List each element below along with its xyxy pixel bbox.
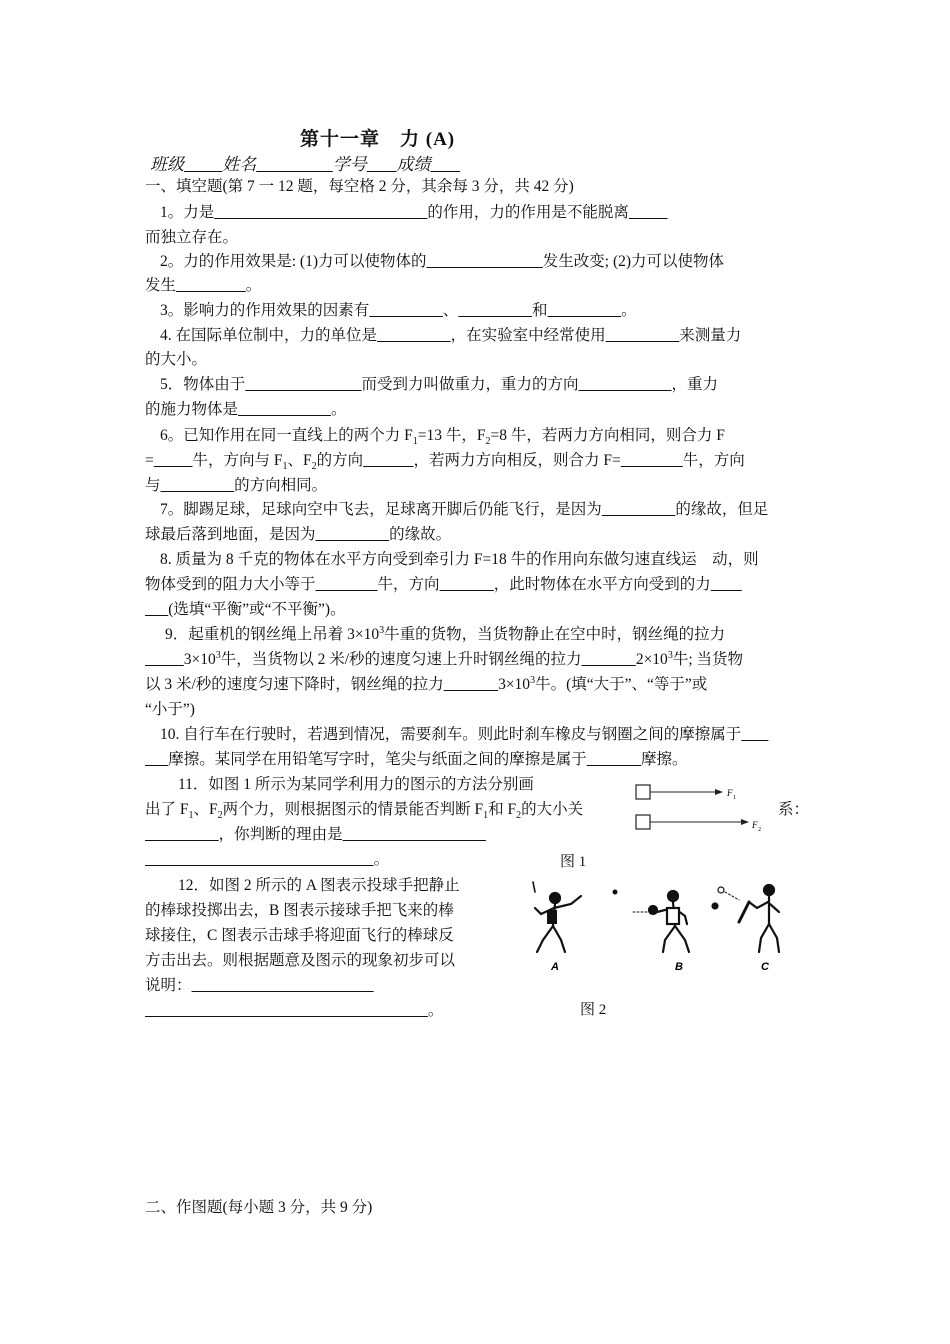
q8-blank3-cont[interactable] <box>145 601 168 618</box>
q7-line2 <box>145 525 451 545</box>
page-title: 第十一章 力 (A) <box>300 129 456 150</box>
q5-text-d: 的施力物体是 <box>145 401 239 418</box>
q5-text-c: ，重力 <box>671 376 719 393</box>
score-label: 成绩 <box>396 155 431 174</box>
q9-text-b: 牛重的货物，当货物静止在空中时，钢丝绳的拉力 <box>384 626 726 643</box>
q6-blank4[interactable] <box>161 477 235 494</box>
q1-line1 <box>160 203 668 223</box>
q10-blank1[interactable] <box>741 726 768 743</box>
q12-line4: 方击出去。则根据题意及图示的现象初步可以 <box>145 952 456 969</box>
q5-text-a: 5．物体由于 <box>160 376 246 393</box>
q3-blank3[interactable] <box>548 302 622 319</box>
q6-text-g: 的方向 <box>316 452 364 469</box>
q4-line2: 的大小。 <box>145 351 208 368</box>
q1-text-a: 1。力是 <box>160 204 215 221</box>
q4-line1 <box>160 326 741 346</box>
q10-line1 <box>160 725 768 745</box>
q11-text-i: 。 <box>373 851 390 868</box>
figure-1-caption: 图 1 <box>560 854 587 870</box>
q9-line2 <box>145 650 743 670</box>
q9-line3 <box>145 675 707 695</box>
q7-text-c: 球最后落到地面，是因为 <box>145 526 316 543</box>
q11-sub1: 1 <box>188 810 194 822</box>
q8-line2 <box>145 575 742 595</box>
q5-text-b: 而受到力叫做重力，重力的方向 <box>361 376 579 393</box>
q5-text-e: 。 <box>331 401 347 418</box>
figure2-pitcher <box>533 882 581 952</box>
q1-line2: 而独立存在。 <box>145 229 239 246</box>
q11-text-b: 出了 F <box>145 801 189 818</box>
section2-heading: 二、作图题(每小题 3 分，共 9 分) <box>145 1199 373 1216</box>
q9-text-e: 2×10 <box>635 651 668 668</box>
q8-line1: 8. 质量为 8 千克的物体在水平方向受到牵引力 F=18 牛的作用向东做匀速直线运 动，则 <box>160 551 759 568</box>
figure1-block-2 <box>636 815 761 833</box>
q5-line2 <box>145 400 347 420</box>
q6-blank3[interactable] <box>621 452 683 469</box>
q9-line4: “小于”) <box>145 701 195 718</box>
q3-text-c: 和 <box>532 302 548 319</box>
figure2-label-c: C <box>761 961 769 973</box>
q12-line6 <box>145 1001 443 1021</box>
q8-text-d: ，此时物体在水平方向受到的力 <box>493 576 711 593</box>
q7-blank2[interactable] <box>316 526 390 543</box>
q9-text-d: 牛，当货物以 2 米/秒的速度匀速上升时钢丝绳的拉力 <box>220 651 582 668</box>
q6-text-i: 牛，方向 <box>682 452 745 469</box>
q6-sub1: 1 <box>412 436 418 448</box>
q8-text-c: 牛，方向 <box>377 576 440 593</box>
q6-text-e: 牛，方向与 F <box>192 452 283 469</box>
q9-exp3: 3 <box>667 649 673 661</box>
q6-sub2: 2 <box>485 436 491 448</box>
q7-text-a: 7。脚踢足球，足球向空中飞去，足球离开脚后仍能飞行，是因为 <box>160 501 602 518</box>
figure-2 <box>525 878 795 978</box>
q8-text-b: 物体受到的阻力大小等于 <box>145 576 316 593</box>
q3-line1 <box>160 301 637 321</box>
q9-exp2: 3 <box>215 649 221 661</box>
q12-line3: 球接住，C 图表示击球手将迎面飞行的棒球反 <box>145 927 454 944</box>
q9-text-c: 3×10 <box>183 651 216 668</box>
q11-text-f: 的大小关 <box>521 801 584 818</box>
q1-blank1[interactable] <box>214 204 427 221</box>
q11-text-g: 系： <box>778 801 810 818</box>
q9-text-g: 以 3 米/秒的速度匀速下降时，钢丝绳的拉力 <box>145 676 444 693</box>
q10-text-b: 摩擦。某同学在用铅笔写字时，笔尖与纸面之间的摩擦是属于 <box>168 751 587 768</box>
figure2-batter <box>713 885 780 952</box>
q11-sub2: 2 <box>217 810 223 822</box>
q2-text-d: 。 <box>245 277 262 294</box>
q6-blank1[interactable] <box>154 452 193 469</box>
figure2-label-b: B <box>675 961 683 973</box>
q3-text-d: 。 <box>621 302 637 319</box>
q12-line1: 12．如图 2 所示的 A 图表示投球手把静止 <box>178 877 460 894</box>
q11-blank2[interactable] <box>343 826 486 843</box>
q7-text-d: 的缘故。 <box>389 526 452 543</box>
q12-blank1[interactable] <box>192 977 374 994</box>
q6-line3 <box>145 476 327 496</box>
q11-text-c: 、F <box>193 801 218 818</box>
q2-text-b: 发生改变; (2)力可以使物体 <box>542 253 725 270</box>
q7-blank1[interactable] <box>602 501 676 518</box>
q6-blank2[interactable] <box>363 452 413 469</box>
q11-text-h: ，你判断的理由是 <box>218 826 343 843</box>
q9-text-h: 3×10 <box>498 676 531 693</box>
q4-text-c: 来测量力 <box>679 327 742 344</box>
q1-blank2[interactable] <box>629 204 668 221</box>
q7-text-b: 的缘故，但足 <box>675 501 769 518</box>
q10-text-c: 摩擦。 <box>641 751 688 768</box>
figure1-f1-label: F <box>727 788 733 798</box>
q3-text-a: 3。影响力的作用效果的因素有 <box>160 302 370 319</box>
name-blank[interactable] <box>256 155 333 174</box>
q11-blank1[interactable] <box>145 826 219 843</box>
q2-line2 <box>145 276 261 296</box>
q6-text-h: ，若两力方向相反，则合力 F= <box>413 452 621 469</box>
q6-line1 <box>160 426 725 446</box>
q12-line2: 的棒球投掷出去，B 图表示接球手把飞来的棒 <box>145 902 454 919</box>
q11-text-e: 和 F <box>488 801 517 818</box>
figure-2-caption: 图 2 <box>580 1002 607 1018</box>
figure1-f2-sub: 2 <box>758 827 761 833</box>
q3-text-b: 、 <box>442 302 459 319</box>
class-blank[interactable] <box>184 155 222 174</box>
figure2-label-a: A <box>551 961 559 973</box>
name-label: 姓名 <box>222 155 257 174</box>
q10-text-a: 10. 自行车在行驶时，若遇到情况，需要刹车。则此时刹车橡皮与钢圈之间的摩擦属于 <box>160 726 742 743</box>
q2-text-a: 2。力的作用效果是: (1)力可以使物体的 <box>160 253 427 270</box>
q9-exp4: 3 <box>530 674 536 686</box>
q11-line4 <box>145 850 389 870</box>
q6-line2 <box>145 451 745 471</box>
q5-blank2[interactable] <box>579 376 672 393</box>
q12-blank1-cont[interactable] <box>145 1002 428 1019</box>
q11-line3 <box>145 825 486 845</box>
figure-1 <box>630 780 780 836</box>
q12-text-f: 。 <box>427 1002 444 1019</box>
q10-blank2[interactable] <box>587 751 641 768</box>
q5-line1 <box>160 375 718 395</box>
q6-text-f: 、F <box>287 452 312 469</box>
q6-text-a: 6。已知作用在同一直线上的两个力 F <box>160 427 413 444</box>
q11-blank2-cont[interactable] <box>145 851 374 868</box>
q5-blank3[interactable] <box>238 401 331 418</box>
q2-blank2[interactable] <box>176 277 246 294</box>
q3-blank1[interactable] <box>369 302 443 319</box>
q6-text-k: 的方向相同。 <box>234 477 328 494</box>
q10-line2 <box>145 750 688 770</box>
q11-sub3: 1 <box>483 810 489 822</box>
q8-blank2[interactable] <box>440 576 494 593</box>
q9-text-f: 牛; 当货物 <box>672 651 743 668</box>
q11-line2 <box>145 800 583 820</box>
figure1-f1-sub: 1 <box>733 795 736 801</box>
q8-line3 <box>145 600 346 620</box>
q6-text-b: =13 牛，F <box>417 427 486 444</box>
q8-blank1[interactable] <box>316 576 378 593</box>
q6-text-c: =8 牛，若两力方向相同，则合力 F <box>490 427 725 444</box>
figure1-block-1 <box>636 785 736 801</box>
q9-text-a: 9．起重机的钢丝绳上吊着 3×10 <box>165 626 380 643</box>
figure2-catcher <box>633 891 689 952</box>
q6-text-j: 与 <box>145 477 161 494</box>
q6-sub4: 2 <box>311 461 317 473</box>
q4-text-b: ，在实验室中经常使用 <box>450 327 606 344</box>
q6-sub3: 1 <box>282 461 288 473</box>
q9-line1 <box>165 625 725 645</box>
section1-heading: 一、填空题(第 7 一 12 题，每空格 2 分，其余每 3 分，共 42 分) <box>145 178 574 195</box>
q6-text-d: = <box>145 452 154 469</box>
q3-blank2[interactable] <box>458 302 532 319</box>
id-label: 学号 <box>332 155 367 174</box>
q8-blank3[interactable] <box>711 576 742 593</box>
q9-text-i: 牛。(填“大于”、“等于”或 <box>535 676 708 693</box>
q9-blank2[interactable] <box>582 651 636 668</box>
q9-blank1[interactable] <box>145 651 184 668</box>
q11-line1: 11．如图 1 所示为某同学利用力的图示的方法分别画 <box>178 776 534 793</box>
q8-text-e: (选填“平衡”或“不平衡”)。 <box>168 601 346 618</box>
q1-text-b: 的作用，力的作用是不能脱离 <box>427 204 629 221</box>
class-label: 班级 <box>150 155 184 174</box>
figure1-f2-label: F <box>752 820 758 830</box>
score-blank[interactable] <box>431 155 461 174</box>
q12-text-e: 说明： <box>145 977 192 994</box>
q10-blank1-cont[interactable] <box>145 751 168 768</box>
q4-text-a: 4. 在国际单位制中，力的单位是 <box>160 327 378 344</box>
q11-text-d: 两个力，则根据图示的情景能否判断 F <box>222 801 484 818</box>
q12-line5 <box>145 976 374 996</box>
q4-blank1[interactable] <box>377 327 451 344</box>
id-blank[interactable] <box>367 155 397 174</box>
q2-line1 <box>160 252 724 272</box>
q9-blank3[interactable] <box>444 676 498 693</box>
q2-blank1[interactable] <box>427 253 543 270</box>
q9-exp1: 3 <box>379 624 385 636</box>
student-info-line <box>150 150 460 175</box>
q4-blank2[interactable] <box>606 327 680 344</box>
q7-line1 <box>160 500 768 520</box>
q11-sub4: 2 <box>516 810 522 822</box>
q5-blank1[interactable] <box>245 376 361 393</box>
figure2-ball-a <box>613 890 618 895</box>
q2-text-c: 发生 <box>145 277 177 294</box>
